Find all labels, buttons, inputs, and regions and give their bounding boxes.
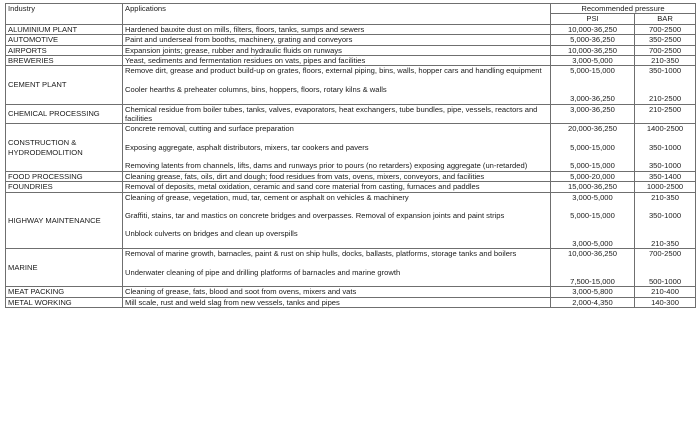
bar-value: 700-2500 (648, 24, 682, 34)
psi-value: 2,000-4,350 (572, 297, 613, 307)
bar-value: 350-2500 (648, 35, 682, 45)
bar-cell (635, 45, 696, 55)
psi-value: 3,000-5,000 (572, 56, 613, 66)
header-applications: Applications (123, 4, 551, 25)
psi-cell (551, 56, 635, 66)
table-row (6, 171, 696, 181)
bar-value: 1000-2500 (646, 182, 684, 192)
application-text: Graffiti, stains, tar and mastics on concrete bridges and overpasses. Removal of expansion joints and paint strips (125, 210, 505, 220)
application-text: Removing latents from channels, lifts, dams and runways prior to pours (no retarders) exposing aggregate (un-retarded) (125, 161, 528, 171)
psi-value: 3,000-36,250 (570, 104, 615, 114)
header-industry: Industry (6, 4, 123, 25)
industry-cell: AUTOMOTIVE (6, 35, 123, 45)
industry-cell: HIGHWAY MAINTENANCE (6, 192, 123, 249)
application-text: Underwater cleaning of pipe and drilling platforms of barnacles and marine growth (125, 267, 401, 277)
bar-value: 700-2500 (648, 249, 682, 259)
psi-value: 5,000-15,000 (570, 161, 615, 171)
application-cell (123, 104, 551, 124)
application-text: Remove dirt, grease and product build-up on grates, floors, external piping, bins, walls, hopper cars and handling equipment (125, 66, 542, 76)
psi-cell (551, 297, 635, 307)
bar-cell (635, 104, 696, 124)
psi-cell (551, 182, 635, 192)
bar-value: 350-1400 (648, 171, 682, 181)
bar-value: 210-2500 (648, 94, 682, 104)
application-text: Cleaning of grease, fats, blood and soot from ovens, mixers and vats (125, 287, 357, 297)
application-cell (123, 124, 551, 171)
industry-cell: MEAT PACKING (6, 287, 123, 297)
psi-value: 5,000-15,000 (570, 142, 615, 152)
application-text: Paint and underseal from booths, machinery, grating and conveyors (125, 35, 353, 45)
psi-cell (551, 35, 635, 45)
application-text: Exposing aggregate, asphalt distributors, mixers, tar cookers and pavers (125, 142, 369, 152)
psi-value: 5,000-15,000 (570, 66, 615, 76)
application-text: Yeast, sediments and fermentation residues on vats, pipes and facilities (125, 56, 366, 66)
psi-value: 3,000-5,000 (572, 238, 613, 248)
psi-cell (551, 249, 635, 287)
psi-cell (551, 287, 635, 297)
bar-cell (635, 249, 696, 287)
industry-cell: FOOD PROCESSING (6, 171, 123, 181)
application-cell (123, 192, 551, 249)
pressure-table (5, 3, 696, 308)
bar-cell (635, 182, 696, 192)
psi-value: 10,000-36,250 (568, 45, 617, 55)
table-row (6, 56, 696, 66)
pressure-table-sheet (5, 3, 695, 308)
application-text: Removal of marine growth, barnacles, paint & rust on ship hulls, docks, ballasts, platforms, storage tanks and boilers (125, 249, 517, 259)
bar-value: 210-350 (651, 192, 679, 202)
bar-cell (635, 24, 696, 34)
psi-cell (551, 45, 635, 55)
header-psi: PSI (551, 14, 635, 24)
bar-cell (635, 287, 696, 297)
bar-value: 350-1000 (648, 210, 682, 220)
application-cell (123, 171, 551, 181)
bar-cell (635, 124, 696, 171)
header-recommended-pressure: Recommended pressure (551, 4, 696, 14)
table-row (6, 45, 696, 55)
application-cell (123, 35, 551, 45)
industry-cell: CEMENT PLANT (6, 66, 123, 104)
application-text: Removal of deposits, metal oxidation, ceramic and sand core material from casting, furnaces and paddles (125, 182, 480, 192)
psi-cell (551, 124, 635, 171)
bar-cell (635, 171, 696, 181)
psi-value: 15,000-36,250 (568, 182, 617, 192)
application-cell (123, 182, 551, 192)
table-row (6, 104, 696, 124)
bar-value: 350-1000 (648, 161, 682, 171)
industry-cell: CHEMICAL PROCESSING (6, 104, 123, 124)
bar-value: 350-1000 (648, 66, 682, 76)
industry-cell: FOUNDRIES (6, 182, 123, 192)
psi-value: 3,000-36,250 (570, 94, 615, 104)
bar-value: 210-400 (651, 287, 679, 297)
psi-value: 20,000-36,250 (568, 124, 617, 134)
industry-cell: MARINE (6, 249, 123, 287)
bar-value: 350-1000 (648, 142, 682, 152)
industry-cell: METAL WORKING (6, 297, 123, 307)
application-cell (123, 56, 551, 66)
psi-cell (551, 192, 635, 249)
bar-value: 500-1000 (648, 276, 682, 286)
bar-value: 1400-2500 (646, 124, 684, 134)
bar-cell (635, 192, 696, 249)
application-text: Expansion joints; grease, rubber and hydraulic fluids on runways (125, 45, 342, 55)
application-text: Cleaning grease, fats, oils, dirt and dough; food residues from vats, ovens, mixers, conveyors, and facilities (125, 171, 485, 181)
application-cell (123, 249, 551, 287)
application-text: Chemical residue from boiler tubes, tanks, valves, evaporators, heat exchangers, tube bundles, pipe, vessels, reactors and facilities (125, 104, 538, 124)
industry-cell: AIRPORTS (6, 45, 123, 55)
table-row (6, 182, 696, 192)
bar-value: 210-350 (651, 56, 679, 66)
bar-value: 210-2500 (648, 104, 682, 114)
application-text: Cooler hearths & preheater columns, bins, hoppers, floors, rotary kilns & walls (125, 84, 387, 94)
table-row (6, 35, 696, 45)
psi-value: 7,500-15,000 (570, 276, 615, 286)
bar-cell (635, 56, 696, 66)
bar-value: 140-300 (651, 297, 679, 307)
application-cell (123, 24, 551, 34)
psi-value: 10,000-36,250 (568, 24, 617, 34)
psi-cell (551, 104, 635, 124)
table-row (6, 297, 696, 307)
application-text: Mill scale, rust and weld slag from new vessels, tanks and pipes (125, 297, 340, 307)
industry-cell: ALUMINIUM PLANT (6, 24, 123, 34)
table-row (6, 24, 696, 34)
application-text: Hardened bauxite dust on mills, filters, floors, tanks, sumps and sewers (125, 24, 365, 34)
table-row (6, 192, 696, 249)
psi-value: 3,000-5,800 (572, 287, 613, 297)
industry-cell: CONSTRUCTION & HYDRODEMOLITION (6, 124, 123, 171)
header-bar: BAR (635, 14, 696, 24)
bar-cell (635, 35, 696, 45)
application-text: Concrete removal, cutting and surface preparation (125, 124, 294, 134)
table-row (6, 66, 696, 104)
application-cell (123, 297, 551, 307)
psi-cell (551, 66, 635, 104)
application-text: Cleaning of grease, vegetation, mud, tar, cement or asphalt on vehicles & machinery (125, 192, 409, 202)
psi-cell (551, 24, 635, 34)
psi-cell (551, 171, 635, 181)
industry-cell: BREWERIES (6, 56, 123, 66)
psi-value: 5,000-36,250 (570, 35, 615, 45)
application-cell (123, 66, 551, 104)
psi-value: 3,000-5,000 (572, 192, 613, 202)
application-text: Unblock culverts on bridges and clean up overspills (125, 229, 298, 239)
psi-value: 10,000-36,250 (568, 249, 617, 259)
bar-value: 210-350 (651, 238, 679, 248)
psi-value: 5,000-20,000 (570, 171, 615, 181)
application-cell (123, 287, 551, 297)
psi-value: 5,000-15,000 (570, 210, 615, 220)
application-cell (123, 45, 551, 55)
table-row (6, 249, 696, 287)
table-row (6, 124, 696, 171)
table-row (6, 287, 696, 297)
bar-value: 700-2500 (648, 45, 682, 55)
bar-cell (635, 66, 696, 104)
bar-cell (635, 297, 696, 307)
